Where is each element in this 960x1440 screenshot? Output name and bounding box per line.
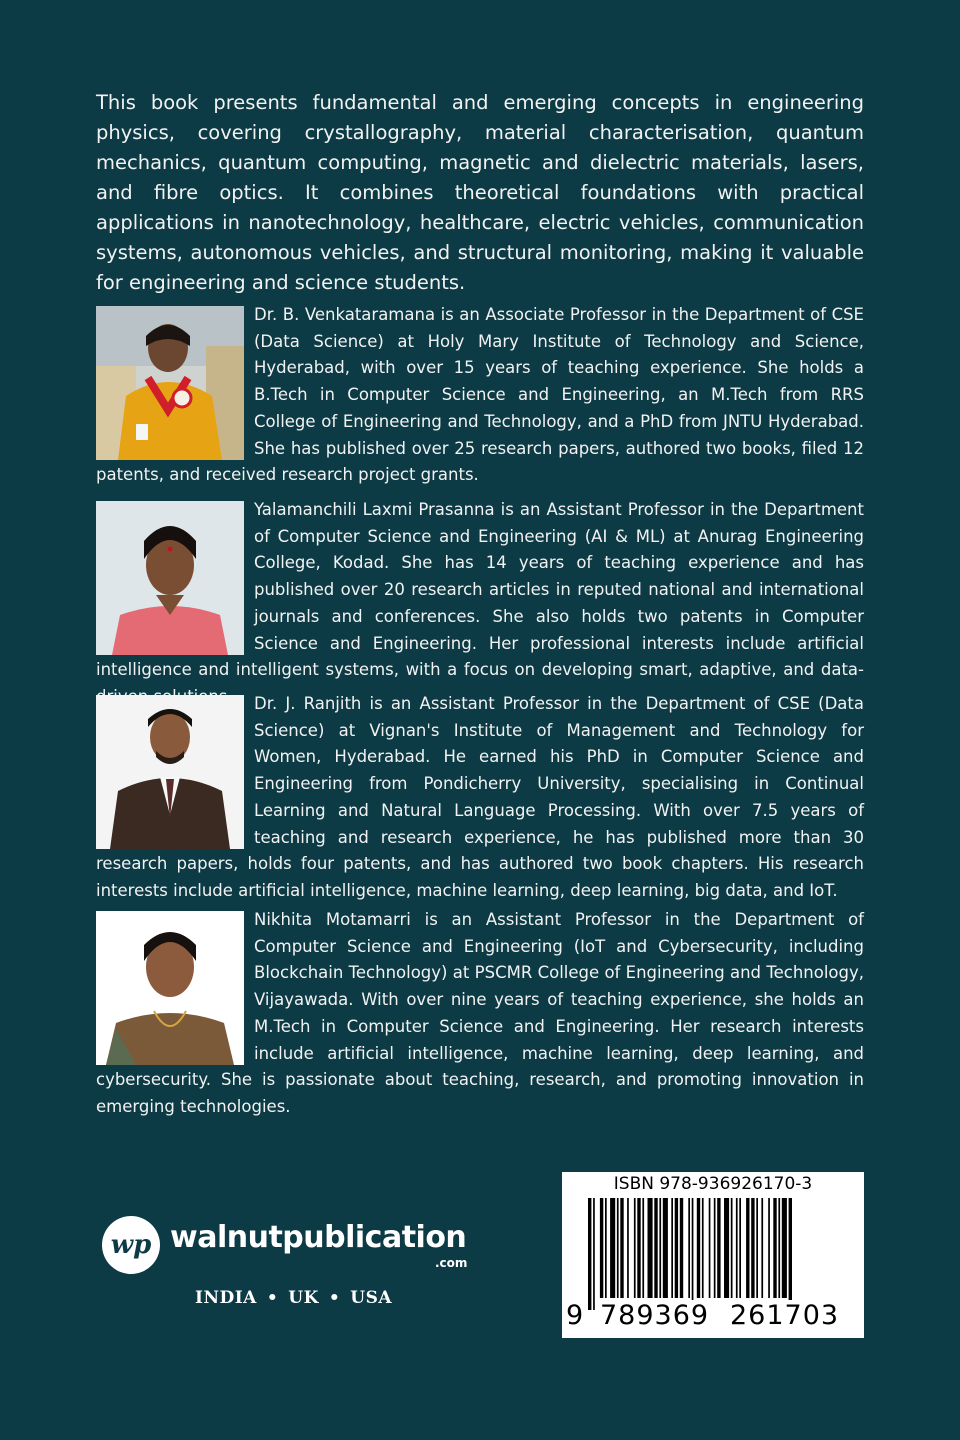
barcode-bar (751, 1198, 754, 1298)
barcode-bar (642, 1198, 644, 1298)
barcode-bar (680, 1198, 683, 1298)
barcode-bar (782, 1198, 787, 1298)
publisher-domain: .com (435, 1256, 468, 1270)
barcode-bars (568, 1198, 858, 1310)
region-separator: • (266, 1288, 279, 1308)
barcode-bar (709, 1198, 711, 1298)
publisher-name: walnutpublication (170, 1220, 467, 1255)
book-description: This book presents fundamental and emerging concepts in engineering physics, covering crystallography, material characterisation, quantum mechanics, quantum computing, magnetic and dielectric materials, lasers, and fibre optics. It combines theoretical foundations with practical applications in nanotechnology, healthcare, electric vehicles, communication systems, autonomous vehicles, and structural monitoring, making it valuable for engineering and science students. (96, 91, 864, 294)
author-photo-3 (96, 695, 244, 849)
region-usa: USA (350, 1288, 393, 1308)
barcode-bar (736, 1198, 738, 1298)
barcode-bar (671, 1198, 673, 1298)
barcode-bar (654, 1198, 657, 1298)
barcode-bar (702, 1198, 704, 1298)
barcode-bar (692, 1198, 694, 1310)
barcode-bar (634, 1198, 636, 1298)
barcode-bar (627, 1198, 629, 1298)
isbn-label: ISBN 978-936926170-3 (613, 1174, 813, 1194)
barcode-bar (731, 1198, 733, 1298)
author-bio-1 (96, 302, 864, 489)
author-bio-text-4: Nikhita Motamarri is an Assistant Professor in the Department of Computer Science and Engineering (IoT and Cybersecurity, including Blockchain Technology) at PSCMR College of Engineering and Technology, Vijayawada. With over nine years of teaching experience, she holds an M.Tech in Computer Science and Engineering. Her research interests include artificial intelligence, machine learning, deep learning, and cybersecurity. She is passionate about teaching, research, and promoting innovation in emerging technologies. (96, 910, 864, 1116)
author-bio-text-1: Dr. B. Venkataramana is an Associate Professor in the Department of CSE (Data Science) at Holy Mary Institute of Technology and Science, Hyderabad, with over 15 years of teaching experience. She holds a B.Tech in Computer Science and Engineering, an M.Tech from RRS College of Engineering and Technology, and a PhD from JNTU Hyderabad. She has published over 25 research papers, authored two books, filed 12 patents, and received research project grants. (96, 305, 864, 485)
publisher-monogram-icon: wp (102, 1216, 160, 1274)
barcode-bar (637, 1198, 640, 1298)
author-bio-text-3: Dr. J. Ranjith is an Assistant Professor in the Department of CSE (Data Science) at Vignan's Institute of Management and Technology for Women, Hyderabad. He earned his PhD in Computer Science and Engineering from Pondicherry University, specialising in Continual Learning and Natural Language Processing. With over 7.5 years of teaching and research experience, he has published more than 30 research papers, holds four patents, and has authored two book chapters. His research interests include artificial intelligence, machine learning, deep learning, big data, and IoT. (96, 694, 864, 900)
barcode-bar (600, 1198, 603, 1298)
region-india: INDIA (195, 1288, 257, 1308)
barcode-digit-lead: 9 (566, 1300, 585, 1331)
barcode-bar (588, 1198, 591, 1310)
barcode-bar (605, 1198, 607, 1298)
publisher-logo (100, 1212, 500, 1322)
barcode-bar (746, 1198, 749, 1298)
barcode-bar (688, 1198, 690, 1298)
author-photo-2 (96, 501, 244, 655)
barcode-bar (675, 1198, 678, 1298)
barcode-bar (620, 1198, 623, 1298)
barcode-bar (648, 1198, 653, 1298)
barcode-bar (724, 1198, 729, 1298)
barcode-bar (663, 1198, 668, 1298)
author-bio-2 (96, 497, 864, 711)
barcode-bar (756, 1198, 758, 1298)
author-bio-3 (96, 691, 864, 905)
barcode-bar (761, 1198, 763, 1298)
barcode-digits-left: 789369 (600, 1300, 710, 1331)
barcode-bar (789, 1198, 792, 1310)
barcode-bar (717, 1198, 720, 1298)
barcode-bar (739, 1198, 741, 1298)
barcode-bar (697, 1198, 700, 1298)
region-uk: UK (288, 1288, 319, 1308)
barcode-bar (714, 1198, 716, 1298)
barcode-bar (773, 1198, 776, 1298)
barcode-bar (659, 1198, 661, 1298)
barcode-bar (593, 1198, 595, 1310)
barcode-digits-right: 261703 (730, 1300, 840, 1331)
author-photo-1 (96, 306, 244, 460)
isbn-barcode (562, 1172, 864, 1338)
barcode-bar (778, 1198, 780, 1298)
author-bio-text-2: Yalamanchili Laxmi Prasanna is an Assistant Professor in the Department of Computer Science and Engineering (AI & ML) at Anurag Engineering College, Kodad. She has 14 years of teaching experience and has published over 20 research articles in reputed national and international journals and conferences. She also holds two patents in Computer Science and Engineering. Her professional interests include artificial intelligence and intelligent systems, with a focus on developing smart, adaptive, and data- (96, 500, 864, 680)
barcode-bar (617, 1198, 619, 1298)
region-separator: • (328, 1288, 341, 1308)
barcode-bar (610, 1198, 615, 1298)
author-bio-4 (96, 907, 864, 1121)
publisher-regions (195, 1288, 392, 1308)
author-photo-4 (96, 911, 244, 1065)
barcode-bar (768, 1198, 770, 1298)
